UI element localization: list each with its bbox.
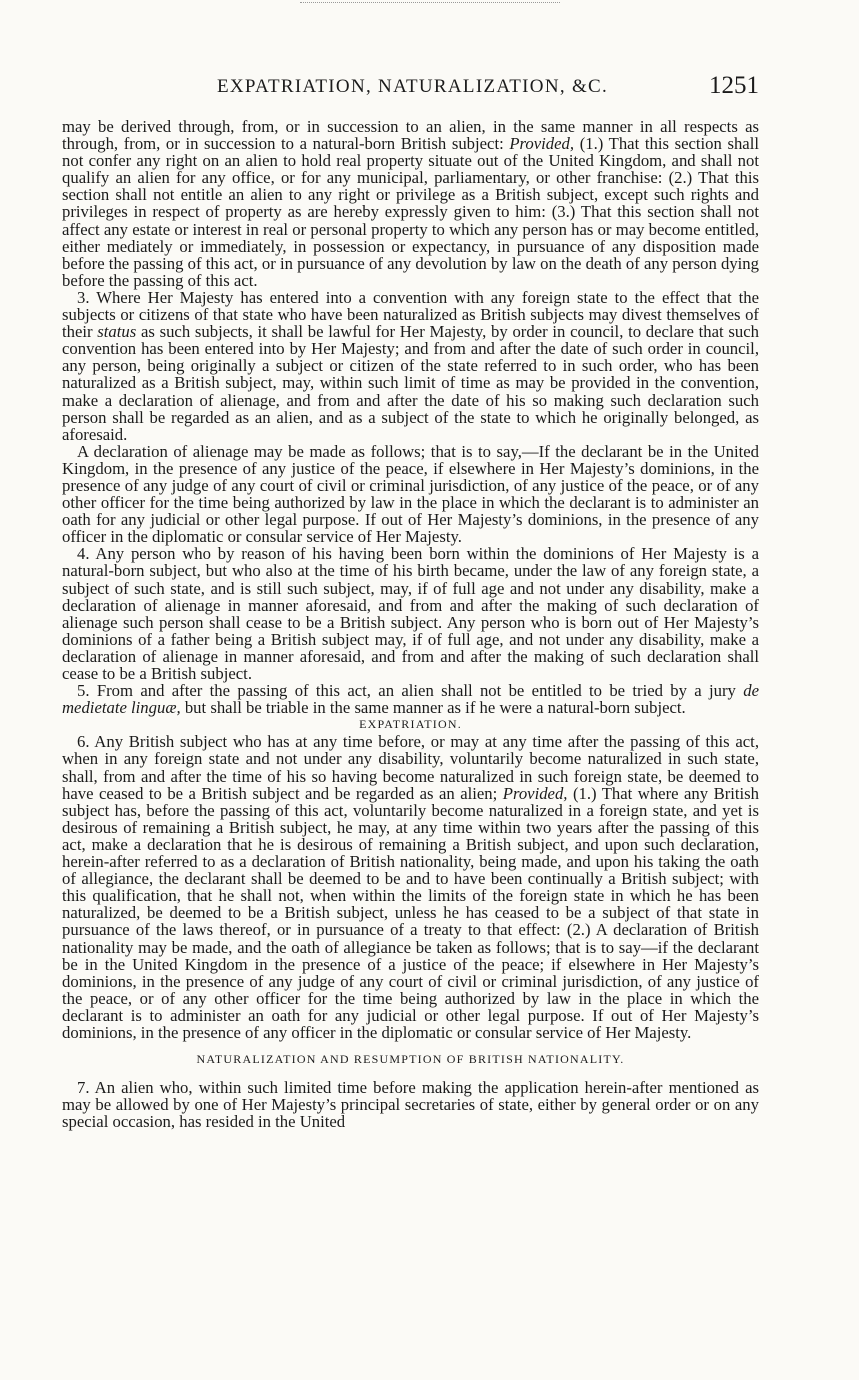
running-head: [62, 74, 759, 100]
text-run: 3. Where Her Majesty has entered into a convention with any foreign state to the effect that the subjects or citizens of that state who have been naturalized as British subjects may divest themselves of their: [62, 287, 759, 342]
paragraph-continuation: [62, 118, 759, 289]
text-run: (1.) That this section shall not confer any right on an alien to hold real property situate out of the United Kingdom, and shall not qualify an alien for any office, or for any municipal, parliamentary, or other franchise: (2.) That this section shall not entitle an alien to any right or privilege as a British subject, except such rights and privileges in respect of property as are hereby expressly given to him: (3.) That this section shall not affect any estate or interest in real or personal property to which any person has or may become entitled, either mediately or immediately, in possession or expectancy, in pursuance of any disposition made before the passing of this act, or in pursuance of any devolution by law on the death of any person dying before the passing of this act.: [62, 134, 759, 290]
text-run: 5. From and after the passing of this act, an alien shall not be entitled to be tried by a jury: [77, 681, 744, 701]
italic-text: Provided,: [502, 783, 568, 803]
paragraph-section-7: 7. An alien who, within such limited time before making the application herein-after mentioned as may be allowed by one of Her Majesty’s principal secretaries of state, either by general order or on any special occasion, has resided in the United: [62, 1078, 759, 1132]
italic-text: de medietate linguæ,: [62, 681, 759, 718]
paragraph-section-6: [62, 733, 759, 1041]
text-run: (1.) That where any British subject has, before the passing of this act, voluntarily become naturalized in a foreign state, and yet is desirous of remaining a British subject, he may, at any time within two years after the passing of this act, make a declaration that he is desirous of remaining a British subject, and upon such declaration, herein-after referred to as a declaration of British nationality, being made, and upon his taking the oath of allegiance, the declarant shall be deemed to be and to have been continually a British subject; with this qualification, that he shall not, when within the limits of the foreign state in which he has been naturalized, be deemed to be a British subject, unless he has ceased to be a subject of that state in pursuance of the laws thereof, or in pursuance of a treaty to that effect: (2.) A declaration of British nationality may be made, and the oath of allegiance be taken as follows; that is to say—if the declarant be in the United Kingdom in the presence of a justice of the peace; if elsewhere in Her Majesty’s dominions, in the presence of any judge of any court of civil or criminal jurisdiction, of any justice of the peace, or of any other officer for the time being authorized by law in the place in which the declarant is to administer an oath for any judicial or other legal purpose. If out of Her Majesty’s dominions, in the presence of any officer in the diplomatic or consular service of Her Majesty.: [62, 783, 760, 1042]
paragraph-section-5: [62, 682, 759, 716]
document-body: [62, 118, 759, 1130]
paragraph-declaration-of-alienage: A declaration of alienage may be made as follows; that is to say,—If the declarant be in the United Kingdom, in the presence of any justice of the peace, if elsewhere in Her Majesty’s dominions, in the presence of any judge of any court of civil or criminal jurisdiction, of any justice of the peace, or of any other officer for the time being authorized by law in the place in which the declarant is to administer an oath for any judicial or other legal purpose. If out of Her Majesty’s dominions, in the presence of any officer in the diplomatic or consular service of Her Majesty.: [62, 441, 759, 547]
italic-text: status: [97, 322, 137, 342]
running-head-title: EXPATRIATION, NATURALIZATION, &C.: [217, 76, 609, 97]
italic-text: Provided,: [509, 134, 575, 154]
top-rule: [300, 2, 560, 4]
text-run: as such subjects, it shall be lawful for Her Majesty, by order in council, to declare that such convention has been entered into by Her Majesty; and from and after the date of such order in council, any person, being originally a subject or citizen of the state referred to in such order, who has been naturalized as a British subject, may, within such limit of time as may be provided in the convention, make a declaration of alienage, and from and after the date of his so making such declaration such person shall be regarded as an alien, and as a subject of the state to which he originally belonged, as aforesaid.: [62, 322, 759, 444]
page-number: 1251: [709, 72, 759, 99]
paragraph-section-3: [62, 289, 759, 443]
text-run: may be derived through, from, or in succession to an alien, in the same manner in all respects as through, from, or in succession to a natural-born British subject:: [62, 117, 759, 154]
heading-naturalization: NATURALIZATION AND RESUMPTION OF BRITISH NATIONALITY.: [196, 1052, 625, 1067]
heading-expatriation: EXPATRIATION.: [359, 717, 462, 732]
paragraph-section-4: 4. Any person who by reason of his having been born within the dominions of Her Majesty is a natural-born subject, but who also at the time of his birth became, under the law of any foreign state, a subject of such state, and is still such subject, may, if of full age and not under any disability, make a declaration of alienage in manner aforesaid, and from and after the making of such declaration of alienage such person shall cease to be a British subject. Any person who is born out of Her Majesty’s dominions of a father being a British subject may, if of full age, and not under any disability, make a declaration of alienage in manner aforesaid, and from and after the making of such declaration shall cease to be a British subject.: [62, 544, 759, 683]
text-run: 6. Any British subject who has at any time before, or may at any time after the passing of this act, when in any foreign state and not under any disability, voluntarily become naturalized in such state, shall, from and after the time of his so having become naturalized in such foreign state, be deemed to have ceased to be a British subject and be regarded as an alien;: [62, 732, 759, 803]
text-run: but shall be triable in the same manner as if he were a natural-born subject.: [180, 698, 686, 718]
